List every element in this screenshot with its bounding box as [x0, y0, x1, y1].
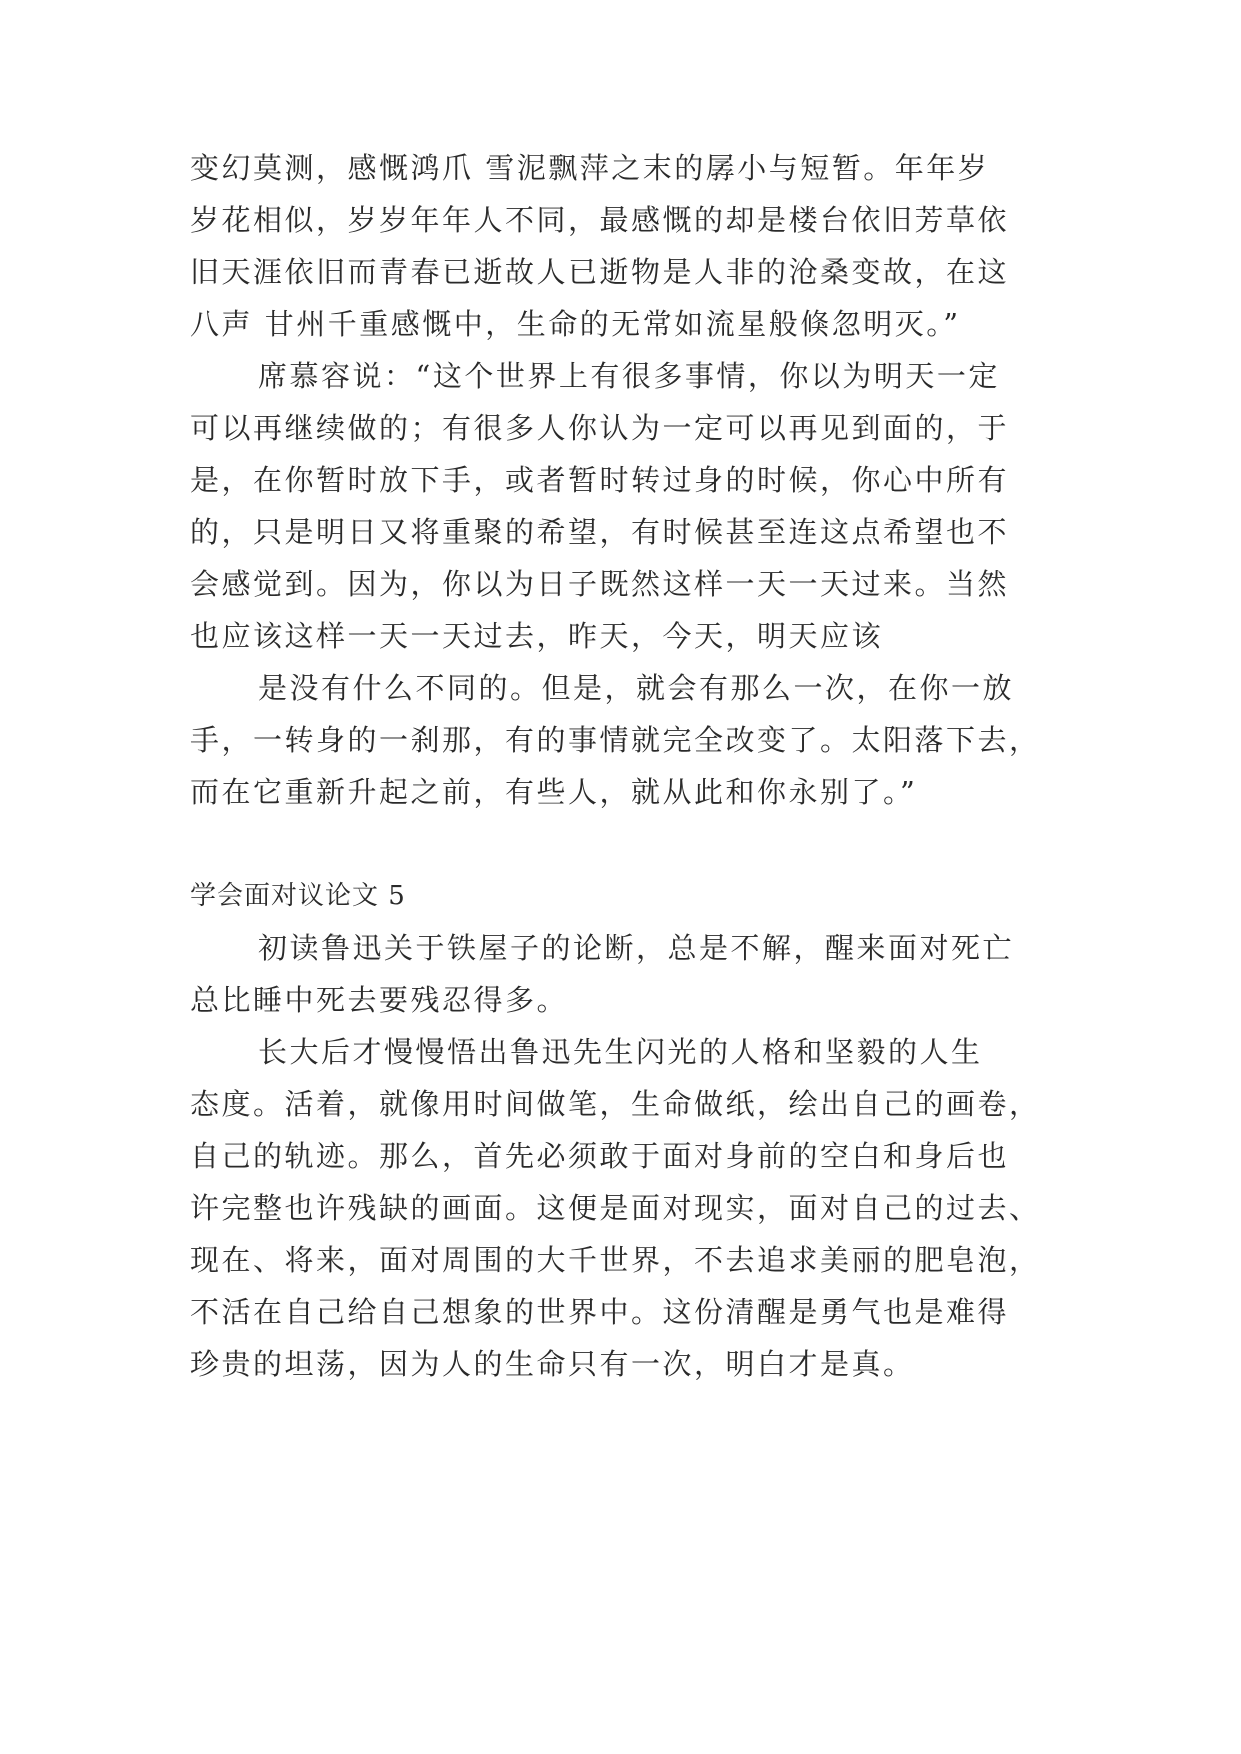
paragraph-line: 可以再继续做的；有很多人你认为一定可以再见到面的，于 [190, 411, 1010, 445]
paragraph-line: 自己的轨迹。那么，首先必须敢于面对身前的空白和身后也 [190, 1139, 1010, 1173]
paragraph-line: 现在、将来，面对周围的大千世界，不去追求美丽的肥皂泡， [190, 1243, 1041, 1277]
paragraph-line: 珍贵的坦荡，因为人的生命只有一次，明白才是真。 [190, 1347, 915, 1381]
paragraph-line: 旧天涯依旧而青春已逝故人已逝物是人非的沧桑变故，在这 [190, 255, 1010, 289]
paragraph-line: 不活在自己给自己想象的世界中。这份清醒是勇气也是难得 [190, 1295, 1010, 1329]
paragraph-line: 初读鲁迅关于铁屋子的论断，总是不解，醒来面对死亡 [258, 931, 1015, 965]
paragraph-line: 的，只是明日又将重聚的希望，有时候甚至连这点希望也不 [190, 515, 1010, 549]
paragraph-line: 变幻莫测，感慨鸿爪 雪泥飘萍之末的孱小与短暂。年年岁 [190, 151, 990, 185]
paragraph-line: 而在它重新升起之前，有些人，就从此和你永别了。” [190, 775, 918, 809]
paragraph-line: 是没有什么不同的。但是，就会有那么一次，在你一放 [258, 671, 1015, 705]
paragraph-line: 是，在你暂时放下手，或者暂时转过身的时候，你心中所有 [190, 463, 1010, 497]
paragraph-line: 许完整也许残缺的画面。这便是面对现实，面对自己的过去、 [190, 1191, 1041, 1225]
paragraph-line: 态度。活着，就像用时间做笔，生命做纸，绘出自己的画卷， [190, 1087, 1041, 1121]
paragraph-line: 会感觉到。因为，你以为日子既然这样一天一天过来。当然 [190, 567, 1010, 601]
paragraph-line: 也应该这样一天一天过去，昨天，今天，明天应该 [190, 619, 884, 653]
paragraph-line: 长大后才慢慢悟出鲁迅先生闪光的人格和坚毅的人生 [258, 1035, 983, 1069]
section-heading: 学会面对议论文 5 [190, 881, 406, 911]
paragraph-line: 岁花相似，岁岁年年人不同，最感慨的却是楼台依旧芳草依 [190, 203, 1010, 237]
paragraph-line: 总比睡中死去要残忍得多。 [190, 983, 569, 1017]
paragraph-line: 席慕容说：“这个世界上有很多事情，你以为明天一定 [258, 359, 1000, 393]
paragraph-line: 手，一转身的一刹那，有的事情就完全改变了。太阳落下去， [190, 723, 1041, 757]
paragraph-line: 八声 甘州千重感慨中，生命的无常如流星般倏忽明灭。” [190, 307, 961, 341]
